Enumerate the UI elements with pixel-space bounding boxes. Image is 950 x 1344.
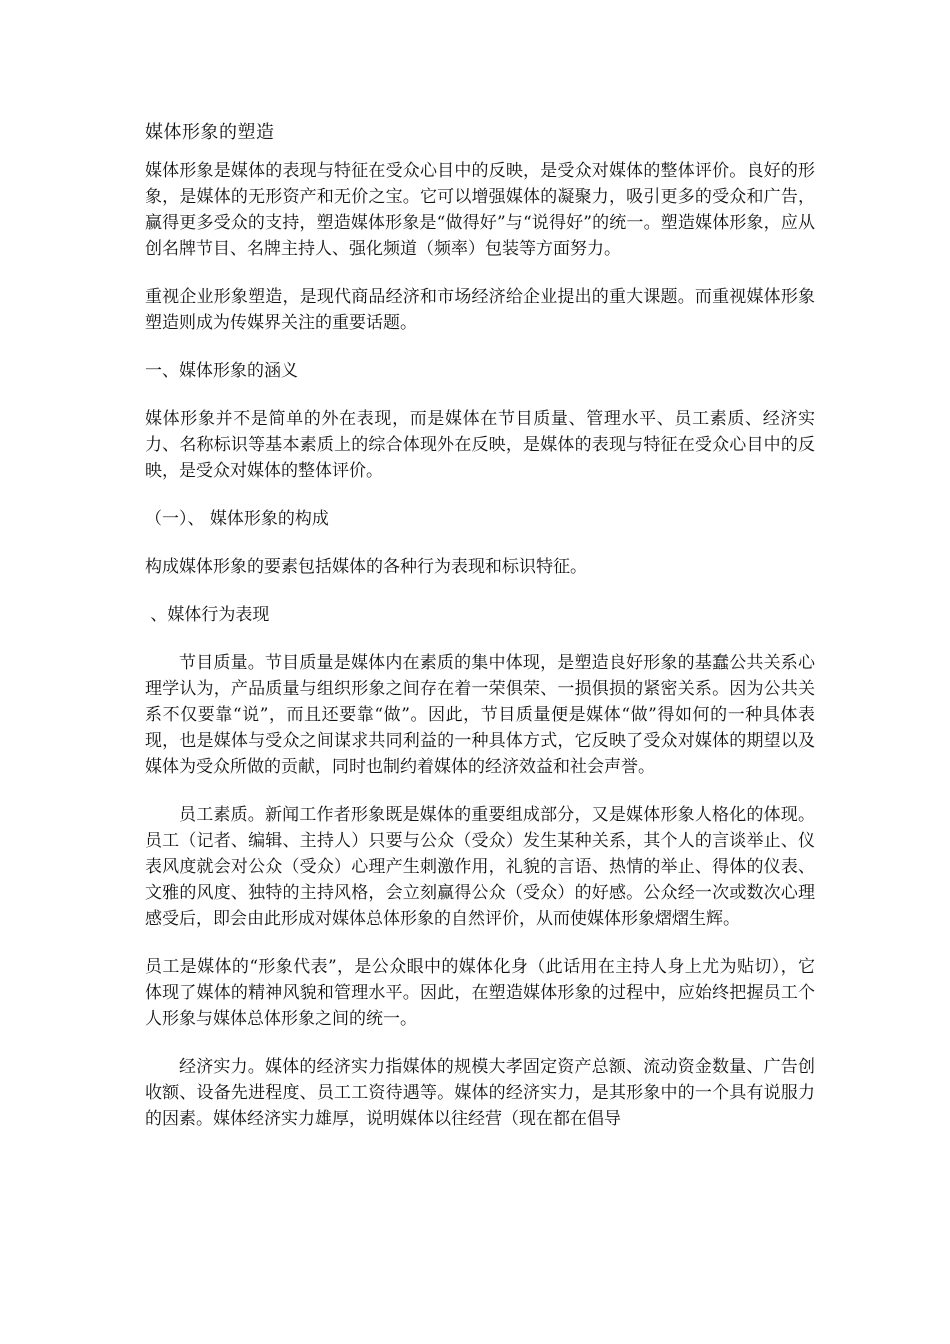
subsection-heading-composition: （一）、 媒体形象的构成 <box>145 509 329 529</box>
paragraph-staff-representative: 员工是媒体的“形象代表”，是公众眼中的媒体化身（此话用在主持人身上尤为贴切），它体现了媒体的精神风貌和管理水平。因此，在塑造媒体形象的过程中，应始终把握员工个人形象与媒体总体形象之间的统一。 <box>145 957 815 1029</box>
paragraph-program-quality: 节目质量。节目质量是媒体内在素质的集中体现，是塑造良好形象的基蠢公共关系心理学认为，产品质量与组织形象之间存在着一荣俱荣、一损俱损的紧密关系。因为公共关系不仅要靠“说”，而且还要靠“做”。因此，节目质量便是媒体“做”得如何的一种具体表现，也是媒体与受众之间谋求共同利益的一种具体方式，它反映了受众对媒体的期望以及媒体为受众所做的贡献，同时也制约着媒体的经济效益和社会声誉。 <box>145 653 815 777</box>
paragraph-economic-strength: 经济实力。媒体的经济实力指媒体的规模大孝固定资产总额、流动资金数量、广告创收额、设备先进程度、员工工资待遇等。媒体的经济实力，是其形象中的一个具有说服力的因素。媒体经济实力雄厚，说明媒体以往经营（现在都在倡导 <box>145 1057 815 1129</box>
paragraph-staff-quality: 员工素质。新闻工作者形象既是媒体的重要组成部分，又是媒体形象人格化的体现。员工（记者、编辑、主持人）只要与公众（受众）发生某种关系，其个人的言谈举止、仪表风度就会对公众（受众）心理产生刺激作用，礼貌的言语、热情的举止、得体的仪表、文雅的风度、独特的主持风格，会立刻赢得公众（受众）的好感。公众经一次或数次心理感受后，即会由此形成对媒体总体形象的自然评价，从而使媒体形象熠熠生辉。 <box>145 805 815 929</box>
document-title: 媒体形象的塑造 <box>145 122 275 143</box>
section-heading-meaning: 一、媒体形象的涵义 <box>145 361 298 381</box>
document-page <box>145 118 815 1154</box>
paragraph-intro: 媒体形象是媒体的表现与特征在受众心目中的反映，是受众对媒体的整体评价。良好的形象，是媒体的无形资产和无价之宝。它可以增强媒体的凝聚力，吸引更多的受众和广告，赢得更多受众的支持，塑造媒体形象是“做得好”与“说得好”的统一。塑造媒体形象，应从创名牌节目、名牌主持人、强化频道（频率）包装等方面努力。 <box>145 161 815 259</box>
subsection-heading-behavior: 、媒体行为表现 <box>145 605 270 625</box>
paragraph-meaning: 媒体形象并不是简单的外在表现，而是媒体在节目质量、管理水平、员工素质、经济实力、名称标识等基本素质上的综合体现外在反映，是媒体的表现与特征在受众心目中的反映，是受众对媒体的整体评价。 <box>145 409 815 481</box>
paragraph-importance: 重视企业形象塑造，是现代商品经济和市场经济给企业提出的重大课题。而重视媒体形象塑造则成为传媒界关注的重要话题。 <box>145 287 815 333</box>
paragraph-composition: 构成媒体形象的要素包括媒体的各种行为表现和标识特征。 <box>145 557 587 577</box>
